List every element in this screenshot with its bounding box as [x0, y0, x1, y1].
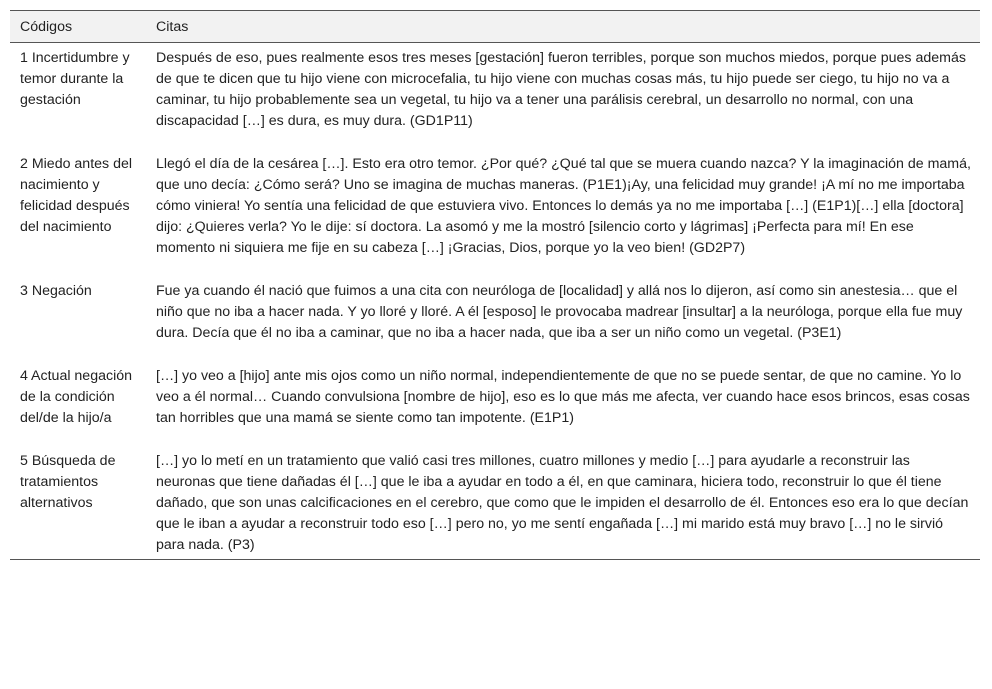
- row-quote: Llegó el día de la cesárea […]. Esto era otro temor. ¿Por qué? ¿Qué tal que se muera cuando nazca? Y la imaginación de mamá, que uno decía: ¿Cómo será? Uno se imagina de muchas maneras. (P1E1)¡Ay, una felicidad muy grande! ¡A mí no me importaba cómo viniera! Yo sentía una felicidad de que estuviera vivo. Entonces lo demás ya no me importaba […] (E1P1)[…] ella [doctora] dijo: ¿Quieres verla? Yo le dije: sí doctora. La asomó y me la mostró [silencio corto y lágrimas] ¡Perfecta para mí! En ese momento ni siquiera me fije en su cabeza […] ¡Gracias, Dios, porque yo la veo bien! (GD2P7): [156, 156, 971, 256]
- row-code: 4 Actual negación de la condición del/de la hijo/a: [20, 368, 133, 426]
- table-row: [10, 361, 980, 446]
- row-quote: Después de eso, pues realmente esos tres meses [gestación] fueron terribles, porque son muchos miedos, porque pues además de que te dicen que tu hijo viene con microcefalia, tu hijo viene con muchas cosas más, tu hijo puede ser ciego, tu hijo no va a caminar, tu hijo probablemente sea un vegetal, tu hijo va a tener una parálisis cerebral, un desarrollo no normal, con una discapacidad […] es dura, es muy dura. (GD1P11): [156, 50, 966, 129]
- row-quote: […] yo lo metí en un tratamiento que valió casi tres millones, cuatro millones y medio […] para ayudarle a reconstruir las neuronas que tiene dañadas él […] que le iba a ayudar en todo a él, en que caminara, hiciera todo, reconstruir lo que él tiene dañado, que son unas calcificaciones en el cerebro, que como que le impiden el desarrollo de él. Entonces eso era lo que decían que le iban a ayudar a reconstruir todo eso […] pero no, yo me sentí engañada […] mi marido está muy bravo […] no le sirvió para nada. (P3): [156, 453, 969, 553]
- header-quotes: Citas: [156, 19, 189, 35]
- table-row: [10, 446, 980, 560]
- row-code: 2 Miedo antes del nacimiento y felicidad después del nacimiento: [20, 156, 132, 235]
- header-row: [10, 11, 980, 43]
- row-quote: […] yo veo a [hijo] ante mis ojos como un niño normal, independientemente de que no se puede sentar, de que no camine. Yo lo veo a él normal… Cuando convulsiona [nombre de hijo], eso es lo que más me afecta, ver cuando hace esos brincos, esas cosas tan horribles que una mamá se siente como tan impotente. (E1P1): [156, 368, 970, 426]
- table-row: [10, 149, 980, 276]
- table-row: [10, 43, 980, 150]
- table-body: [10, 43, 980, 560]
- row-code: 1 Incertidumbre y temor durante la gestación: [20, 50, 130, 108]
- table-row: [10, 276, 980, 361]
- table-header: [10, 11, 980, 43]
- header-codes: Códigos: [20, 19, 73, 35]
- row-code: 3 Negación: [20, 283, 92, 299]
- row-code: 5 Búsqueda de tratamientos alternativos: [20, 453, 116, 511]
- codes-quotes-table: [10, 10, 980, 560]
- table-container: [10, 10, 980, 560]
- row-quote: Fue ya cuando él nació que fuimos a una cita con neuróloga de [localidad] y allá nos lo dijeron, así como sin anestesia… que el niño que no iba a hacer nada. Y yo lloré y lloré. A él [esposo] le provocaba madrear [insultar] a la neuróloga, porque ella fue muy dura. Decía que él no iba a caminar, que no iba a hacer nada, que iba a ser un niño como un vegetal. (P3E1): [156, 283, 963, 341]
